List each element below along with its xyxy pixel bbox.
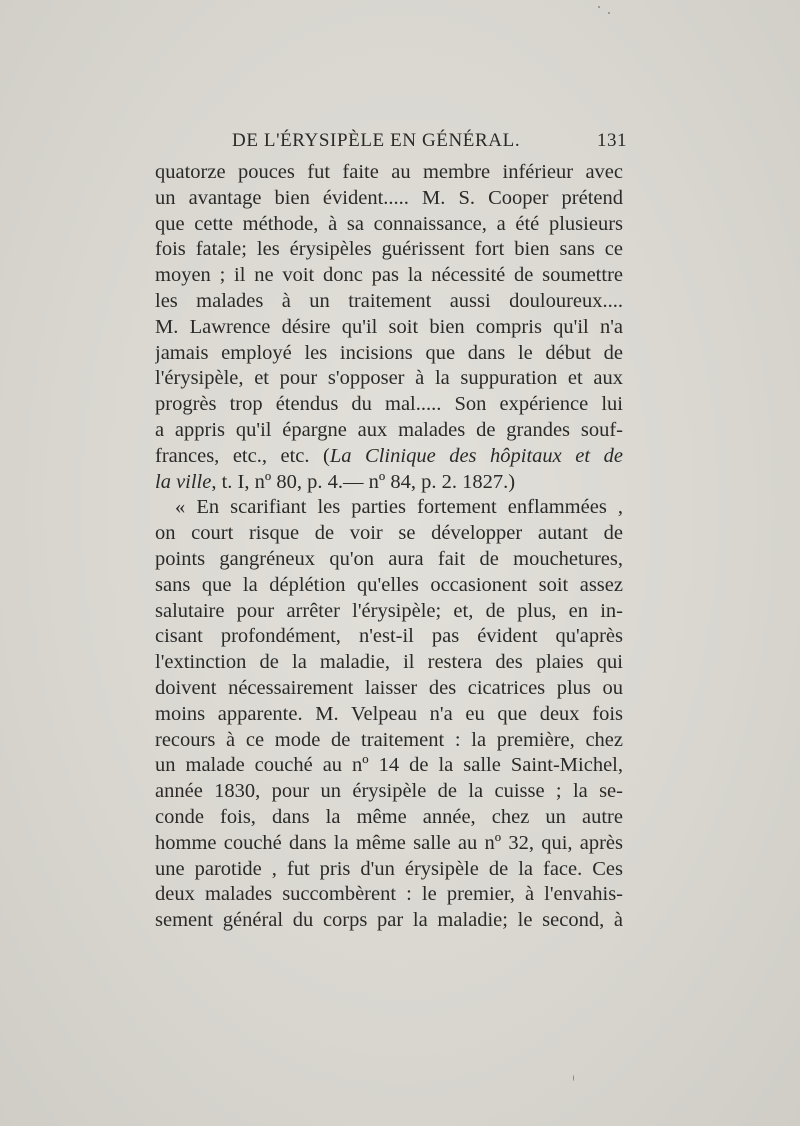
text-line: une parotide , fut pris d'un érysipèle de la face. Ces [155,857,623,880]
text-line: un avantage bien évident..... M. S. Cooper prétend [155,186,623,209]
text-line: M. Lawrence désire qu'il soit bien compris qu'il n'a [155,315,623,338]
text-line: moyen ; il ne voit donc pas la nécessité de soumettre [155,264,623,287]
text-line: recours à ce mode de traitement : la première, chez [155,728,623,751]
text-line: sement général du corps par la maladie; le second, à [155,909,623,932]
paper-speck [573,1075,574,1081]
text-segment: , t. I, nº 80, p. 4.— nº 84, p. 2. 1827.) [211,470,516,493]
text-line [155,470,623,496]
text-line: deux malades succombèrent : le premier, à l'envahis- [155,883,623,906]
text-line: fois fatale; les érysipèles guérissent fort bien sans ce [155,238,623,261]
text-line: quatorze pouces fut faite au membre inférieur avec [155,161,623,183]
page-number: 131 [597,130,627,151]
running-head [232,130,627,156]
citation-title: La Clinique des hôpitaux et de [329,444,623,467]
text-line: « En scarifiant les parties fortement enflammées , [175,496,623,519]
text-line [155,444,623,470]
text-line: sans que la déplétion qu'elles occasionent soit assez [155,573,623,596]
text-line: homme couché dans la même salle au nº 32, qui, après [155,831,623,854]
text-line: a appris qu'il épargne aux malades de grandes souf- [155,418,623,441]
citation-title: la ville [155,470,212,493]
text-line: moins apparente. M. Velpeau n'a eu que deux fois [155,702,623,725]
text-line: points gangréneux qu'on aura fait de mouchetures, [155,547,623,570]
text-segment: frances, etc., etc. ( [155,444,330,467]
text-line: progrès trop étendus du mal..... Son expérience lui [155,393,623,416]
text-line: les malades à un traitement aussi douloureux.... [155,289,623,312]
text-line: un malade couché au nº 14 de la salle Saint-Michel, [155,754,623,777]
text-line: jamais employé les incisions que dans le début de [155,341,623,364]
text-line: conde fois, dans la même année, chez un autre [155,805,623,828]
text-line: l'extinction de la maladie, il restera des plaies qui [155,651,623,674]
body-text [155,160,623,934]
text-line: cisant profondément, n'est-il pas évident qu'après [155,625,623,648]
text-line: doivent nécessairement laisser des cicatrices plus ou [155,676,623,699]
paper-speck [608,12,610,14]
text-line: que cette méthode, à sa connaissance, a été plusieurs [155,212,623,235]
text-line: année 1830, pour un érysipèle de la cuisse ; la se- [155,780,623,803]
text-line: l'érysipèle, et pour s'opposer à la suppuration et aux [155,367,623,390]
text-line: on court risque de voir se développer autant de [155,522,623,545]
running-title: DE L'ÉRYSIPÈLE EN GÉNÉRAL. [232,130,521,151]
paper-speck [598,6,600,8]
text-line: salutaire pour arrêter l'érysipèle; et, de plus, en in- [155,599,623,622]
